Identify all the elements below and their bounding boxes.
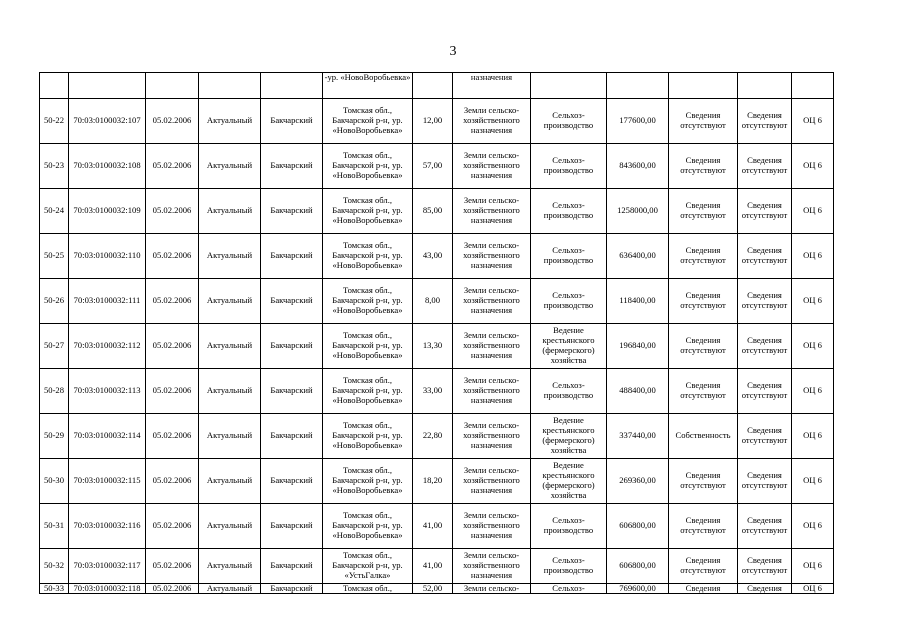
cell-right: Сведения отсутствуют bbox=[669, 504, 738, 549]
cell-district: Бакчарский bbox=[261, 324, 323, 369]
cell-right: Сведения отсутствуют bbox=[669, 459, 738, 504]
table-row bbox=[40, 99, 834, 144]
cell-date: 05.02.2006 bbox=[146, 504, 199, 549]
cell-cadastral bbox=[69, 73, 146, 99]
cell-area: 41,00 bbox=[413, 549, 453, 584]
table-row bbox=[40, 459, 834, 504]
cell-status: Актуальный bbox=[199, 459, 261, 504]
cell-encumbrance: Сведения отсутствуют bbox=[738, 279, 792, 324]
cell-value: 177600,00 bbox=[607, 99, 669, 144]
cell-status: Актуальный bbox=[199, 144, 261, 189]
page-number: 3 bbox=[449, 44, 457, 59]
cell-district: Бакчарский bbox=[261, 189, 323, 234]
cell-right: Сведения отсутствуют bbox=[669, 144, 738, 189]
cell-date: 05.02.2006 bbox=[146, 414, 199, 459]
cell-district: Бакчарский bbox=[261, 144, 323, 189]
cell-area: 22,80 bbox=[413, 414, 453, 459]
cell-right: Сведения отсутствуют bbox=[669, 234, 738, 279]
cell-cadastral: 70:03:0100032:118 bbox=[69, 584, 146, 594]
cell-status: Актуальный bbox=[199, 584, 261, 594]
cell-encumbrance: Сведения отсутствуют bbox=[738, 99, 792, 144]
cell-right: Сведения отсутствуют bbox=[669, 189, 738, 234]
cell-oc: ОЦ 6 bbox=[792, 99, 834, 144]
cell-right: Сведения bbox=[669, 584, 738, 594]
cell-category: Земли сельско-хозяйственного назначения bbox=[453, 324, 531, 369]
cell-district: Бакчарский bbox=[261, 549, 323, 584]
table-row bbox=[40, 369, 834, 414]
table-row bbox=[40, 324, 834, 369]
cell-right: Сведения отсутствуют bbox=[669, 279, 738, 324]
cell-oc: ОЦ 6 bbox=[792, 144, 834, 189]
cell-area: 8,00 bbox=[413, 279, 453, 324]
table-row bbox=[40, 234, 834, 279]
cell-encumbrance: Сведения отсутствуют bbox=[738, 549, 792, 584]
cell-num: 50-31 bbox=[40, 504, 69, 549]
cell-value bbox=[607, 73, 669, 99]
cell-date bbox=[146, 73, 199, 99]
cell-cadastral: 70:03:0100032:108 bbox=[69, 144, 146, 189]
cell-district: Бакчарский bbox=[261, 584, 323, 594]
cell-num bbox=[40, 73, 69, 99]
cell-value: 636400,00 bbox=[607, 234, 669, 279]
cell-value: 118400,00 bbox=[607, 279, 669, 324]
cell-cadastral: 70:03:0100032:114 bbox=[69, 414, 146, 459]
cell-cadastral: 70:03:0100032:115 bbox=[69, 459, 146, 504]
cell-use: Сельхоз-производство bbox=[531, 504, 607, 549]
cell-address: Томская обл., Бакчарской р-н, ур. «НовоВоробьевка» bbox=[323, 369, 413, 414]
cell-use: Сельхоз-производство bbox=[531, 234, 607, 279]
cell-area: 43,00 bbox=[413, 234, 453, 279]
cell-address: Томская обл., Бакчарской р-н, ур. «НовоВоробьевка» bbox=[323, 414, 413, 459]
table-row bbox=[40, 584, 834, 594]
cell-district: Бакчарский bbox=[261, 414, 323, 459]
cell-address: Томская обл., Бакчарской р-н, ур. «НовоВоробьевка» bbox=[323, 189, 413, 234]
cell-district: Бакчарский bbox=[261, 504, 323, 549]
land-registry-table bbox=[39, 72, 834, 594]
cell-num: 50-29 bbox=[40, 414, 69, 459]
cell-address: Томская обл., Бакчарской р-н, ур. «НовоВоробьевка» bbox=[323, 279, 413, 324]
cell-address: Томская обл., Бакчарской р-н, ур. «НовоВоробьевка» bbox=[323, 324, 413, 369]
cell-status: Актуальный bbox=[199, 99, 261, 144]
cell-encumbrance: Сведения отсутствуют bbox=[738, 144, 792, 189]
cell-oc: ОЦ 6 bbox=[792, 549, 834, 584]
cell-right: Сведения отсутствуют bbox=[669, 549, 738, 584]
cell-use: Ведение крестьянского (фермерского) хозяйства bbox=[531, 459, 607, 504]
cell-oc: ОЦ 6 bbox=[792, 414, 834, 459]
table-row bbox=[40, 414, 834, 459]
cell-category: Земли сельско-хозяйственного назначения bbox=[453, 369, 531, 414]
cell-oc: ОЦ 6 bbox=[792, 504, 834, 549]
cell-district bbox=[261, 73, 323, 99]
cell-address: Томская обл., Бакчарской р-н, ур. «НовоВоробьевка» bbox=[323, 459, 413, 504]
cell-value: 843600,00 bbox=[607, 144, 669, 189]
cell-address: Томская обл., Бакчарской р-н, ур. «НовоВоробьевка» bbox=[323, 504, 413, 549]
cell-use: Сельхоз-производство bbox=[531, 99, 607, 144]
cell-oc bbox=[792, 73, 834, 99]
cell-encumbrance: Сведения отсутствуют bbox=[738, 189, 792, 234]
cell-cadastral: 70:03:0100032:117 bbox=[69, 549, 146, 584]
cell-area: 85,00 bbox=[413, 189, 453, 234]
cell-category: Земли сельско- bbox=[453, 584, 531, 594]
cell-oc: ОЦ 6 bbox=[792, 234, 834, 279]
cell-category: Земли сельско-хозяйственного назначения bbox=[453, 549, 531, 584]
cell-oc: ОЦ 6 bbox=[792, 459, 834, 504]
cell-use bbox=[531, 73, 607, 99]
cell-num: 50-33 bbox=[40, 584, 69, 594]
table-row bbox=[40, 549, 834, 584]
cell-oc: ОЦ 6 bbox=[792, 369, 834, 414]
cell-category: Земли сельско-хозяйственного назначения bbox=[453, 504, 531, 549]
cell-encumbrance bbox=[738, 73, 792, 99]
cell-date: 05.02.2006 bbox=[146, 324, 199, 369]
cell-date: 05.02.2006 bbox=[146, 584, 199, 594]
cell-right: Сведения отсутствуют bbox=[669, 324, 738, 369]
cell-cadastral: 70:03:0100032:112 bbox=[69, 324, 146, 369]
cell-use: Сельхоз- bbox=[531, 584, 607, 594]
cell-value: 606800,00 bbox=[607, 549, 669, 584]
cell-date: 05.02.2006 bbox=[146, 189, 199, 234]
cell-date: 05.02.2006 bbox=[146, 459, 199, 504]
cell-area: 13,30 bbox=[413, 324, 453, 369]
cell-use: Сельхоз-производство bbox=[531, 279, 607, 324]
cell-right: Собственность bbox=[669, 414, 738, 459]
cell-date: 05.02.2006 bbox=[146, 144, 199, 189]
cell-use: Ведение крестьянского (фермерского) хозяйства bbox=[531, 324, 607, 369]
cell-date: 05.02.2006 bbox=[146, 234, 199, 279]
cell-encumbrance: Сведения отсутствуют bbox=[738, 459, 792, 504]
cell-address: Томская обл., Бакчарской р-н, ур. «НовоВоробьевка» bbox=[323, 234, 413, 279]
cell-oc: ОЦ 6 bbox=[792, 279, 834, 324]
cell-num: 50-22 bbox=[40, 99, 69, 144]
cell-oc: ОЦ 6 bbox=[792, 324, 834, 369]
cell-cadastral: 70:03:0100032:111 bbox=[69, 279, 146, 324]
cell-num: 50-28 bbox=[40, 369, 69, 414]
cell-district: Бакчарский bbox=[261, 234, 323, 279]
table-row-continued bbox=[40, 73, 834, 99]
cell-use: Ведение крестьянского (фермерского) хозяйства bbox=[531, 414, 607, 459]
cell-num: 50-23 bbox=[40, 144, 69, 189]
cell-encumbrance: Сведения отсутствуют bbox=[738, 369, 792, 414]
cell-date: 05.02.2006 bbox=[146, 279, 199, 324]
cell-status: Актуальный bbox=[199, 414, 261, 459]
cell-status: Актуальный bbox=[199, 324, 261, 369]
cell-encumbrance: Сведения отсутствуют bbox=[738, 504, 792, 549]
cell-use: Сельхоз-производство bbox=[531, 189, 607, 234]
cell-value: 337440,00 bbox=[607, 414, 669, 459]
cell-use: Сельхоз-производство bbox=[531, 144, 607, 189]
cell-value: 1258000,00 bbox=[607, 189, 669, 234]
cell-category: Земли сельско-хозяйственного назначения bbox=[453, 234, 531, 279]
cell-cadastral: 70:03:0100032:107 bbox=[69, 99, 146, 144]
cell-num: 50-24 bbox=[40, 189, 69, 234]
cell-cadastral: 70:03:0100032:116 bbox=[69, 504, 146, 549]
cell-use: Сельхоз-производство bbox=[531, 549, 607, 584]
cell-oc: ОЦ 6 bbox=[792, 189, 834, 234]
cell-address: -ур. «НовоВоробьевка» bbox=[323, 73, 413, 99]
cell-district: Бакчарский bbox=[261, 459, 323, 504]
cell-num: 50-26 bbox=[40, 279, 69, 324]
cell-value: 769600,00 bbox=[607, 584, 669, 594]
cell-category: Земли сельско-хозяйственного назначения bbox=[453, 99, 531, 144]
cell-encumbrance: Сведения bbox=[738, 584, 792, 594]
cell-cadastral: 70:03:0100032:109 bbox=[69, 189, 146, 234]
cell-address: Томская обл., Бакчарской р-н, ур. «НовоВоробьевка» bbox=[323, 144, 413, 189]
cell-cadastral: 70:03:0100032:113 bbox=[69, 369, 146, 414]
cell-value: 606800,00 bbox=[607, 504, 669, 549]
table-body bbox=[40, 73, 834, 594]
table-row bbox=[40, 144, 834, 189]
cell-num: 50-27 bbox=[40, 324, 69, 369]
cell-category: назначения bbox=[453, 73, 531, 99]
cell-num: 50-30 bbox=[40, 459, 69, 504]
cell-area: 57,00 bbox=[413, 144, 453, 189]
cell-date: 05.02.2006 bbox=[146, 549, 199, 584]
cell-date: 05.02.2006 bbox=[146, 369, 199, 414]
cell-cadastral: 70:03:0100032:110 bbox=[69, 234, 146, 279]
cell-district: Бакчарский bbox=[261, 279, 323, 324]
cell-status: Актуальный bbox=[199, 279, 261, 324]
cell-oc: ОЦ 6 bbox=[792, 584, 834, 594]
cell-status bbox=[199, 73, 261, 99]
table-row bbox=[40, 504, 834, 549]
cell-status: Актуальный bbox=[199, 189, 261, 234]
cell-encumbrance: Сведения отсутствуют bbox=[738, 324, 792, 369]
cell-date: 05.02.2006 bbox=[146, 99, 199, 144]
cell-area: 41,00 bbox=[413, 504, 453, 549]
cell-right: Сведения отсутствуют bbox=[669, 369, 738, 414]
cell-status: Актуальный bbox=[199, 234, 261, 279]
cell-address: Томская обл., Бакчарской р-н, ур. «УстьГалка» bbox=[323, 549, 413, 584]
cell-use: Сельхоз-производство bbox=[531, 369, 607, 414]
table-row bbox=[40, 279, 834, 324]
cell-address: Томская обл., Бакчарской р-н, ур. «НовоВоробьевка» bbox=[323, 99, 413, 144]
cell-num: 50-32 bbox=[40, 549, 69, 584]
cell-category: Земли сельско-хозяйственного назначения bbox=[453, 144, 531, 189]
cell-category: Земли сельско-хозяйственного назначения bbox=[453, 279, 531, 324]
cell-right: Сведения отсутствуют bbox=[669, 99, 738, 144]
cell-district: Бакчарский bbox=[261, 99, 323, 144]
table-row bbox=[40, 189, 834, 234]
cell-category: Земли сельско-хозяйственного назначения bbox=[453, 414, 531, 459]
cell-value: 196840,00 bbox=[607, 324, 669, 369]
cell-value: 488400,00 bbox=[607, 369, 669, 414]
cell-encumbrance: Сведения отсутствуют bbox=[738, 234, 792, 279]
cell-area: 52,00 bbox=[413, 584, 453, 594]
cell-area: 12,00 bbox=[413, 99, 453, 144]
cell-area: 33,00 bbox=[413, 369, 453, 414]
cell-category: Земли сельско-хозяйственного назначения bbox=[453, 189, 531, 234]
cell-district: Бакчарский bbox=[261, 369, 323, 414]
cell-category: Земли сельско-хозяйственного назначения bbox=[453, 459, 531, 504]
cell-address: Томская обл., bbox=[323, 584, 413, 594]
cell-status: Актуальный bbox=[199, 549, 261, 584]
cell-status: Актуальный bbox=[199, 504, 261, 549]
cell-status: Актуальный bbox=[199, 369, 261, 414]
cell-area: 18,20 bbox=[413, 459, 453, 504]
cell-area bbox=[413, 73, 453, 99]
cell-right bbox=[669, 73, 738, 99]
cell-encumbrance: Сведения отсутствуют bbox=[738, 414, 792, 459]
cell-value: 269360,00 bbox=[607, 459, 669, 504]
cell-num: 50-25 bbox=[40, 234, 69, 279]
